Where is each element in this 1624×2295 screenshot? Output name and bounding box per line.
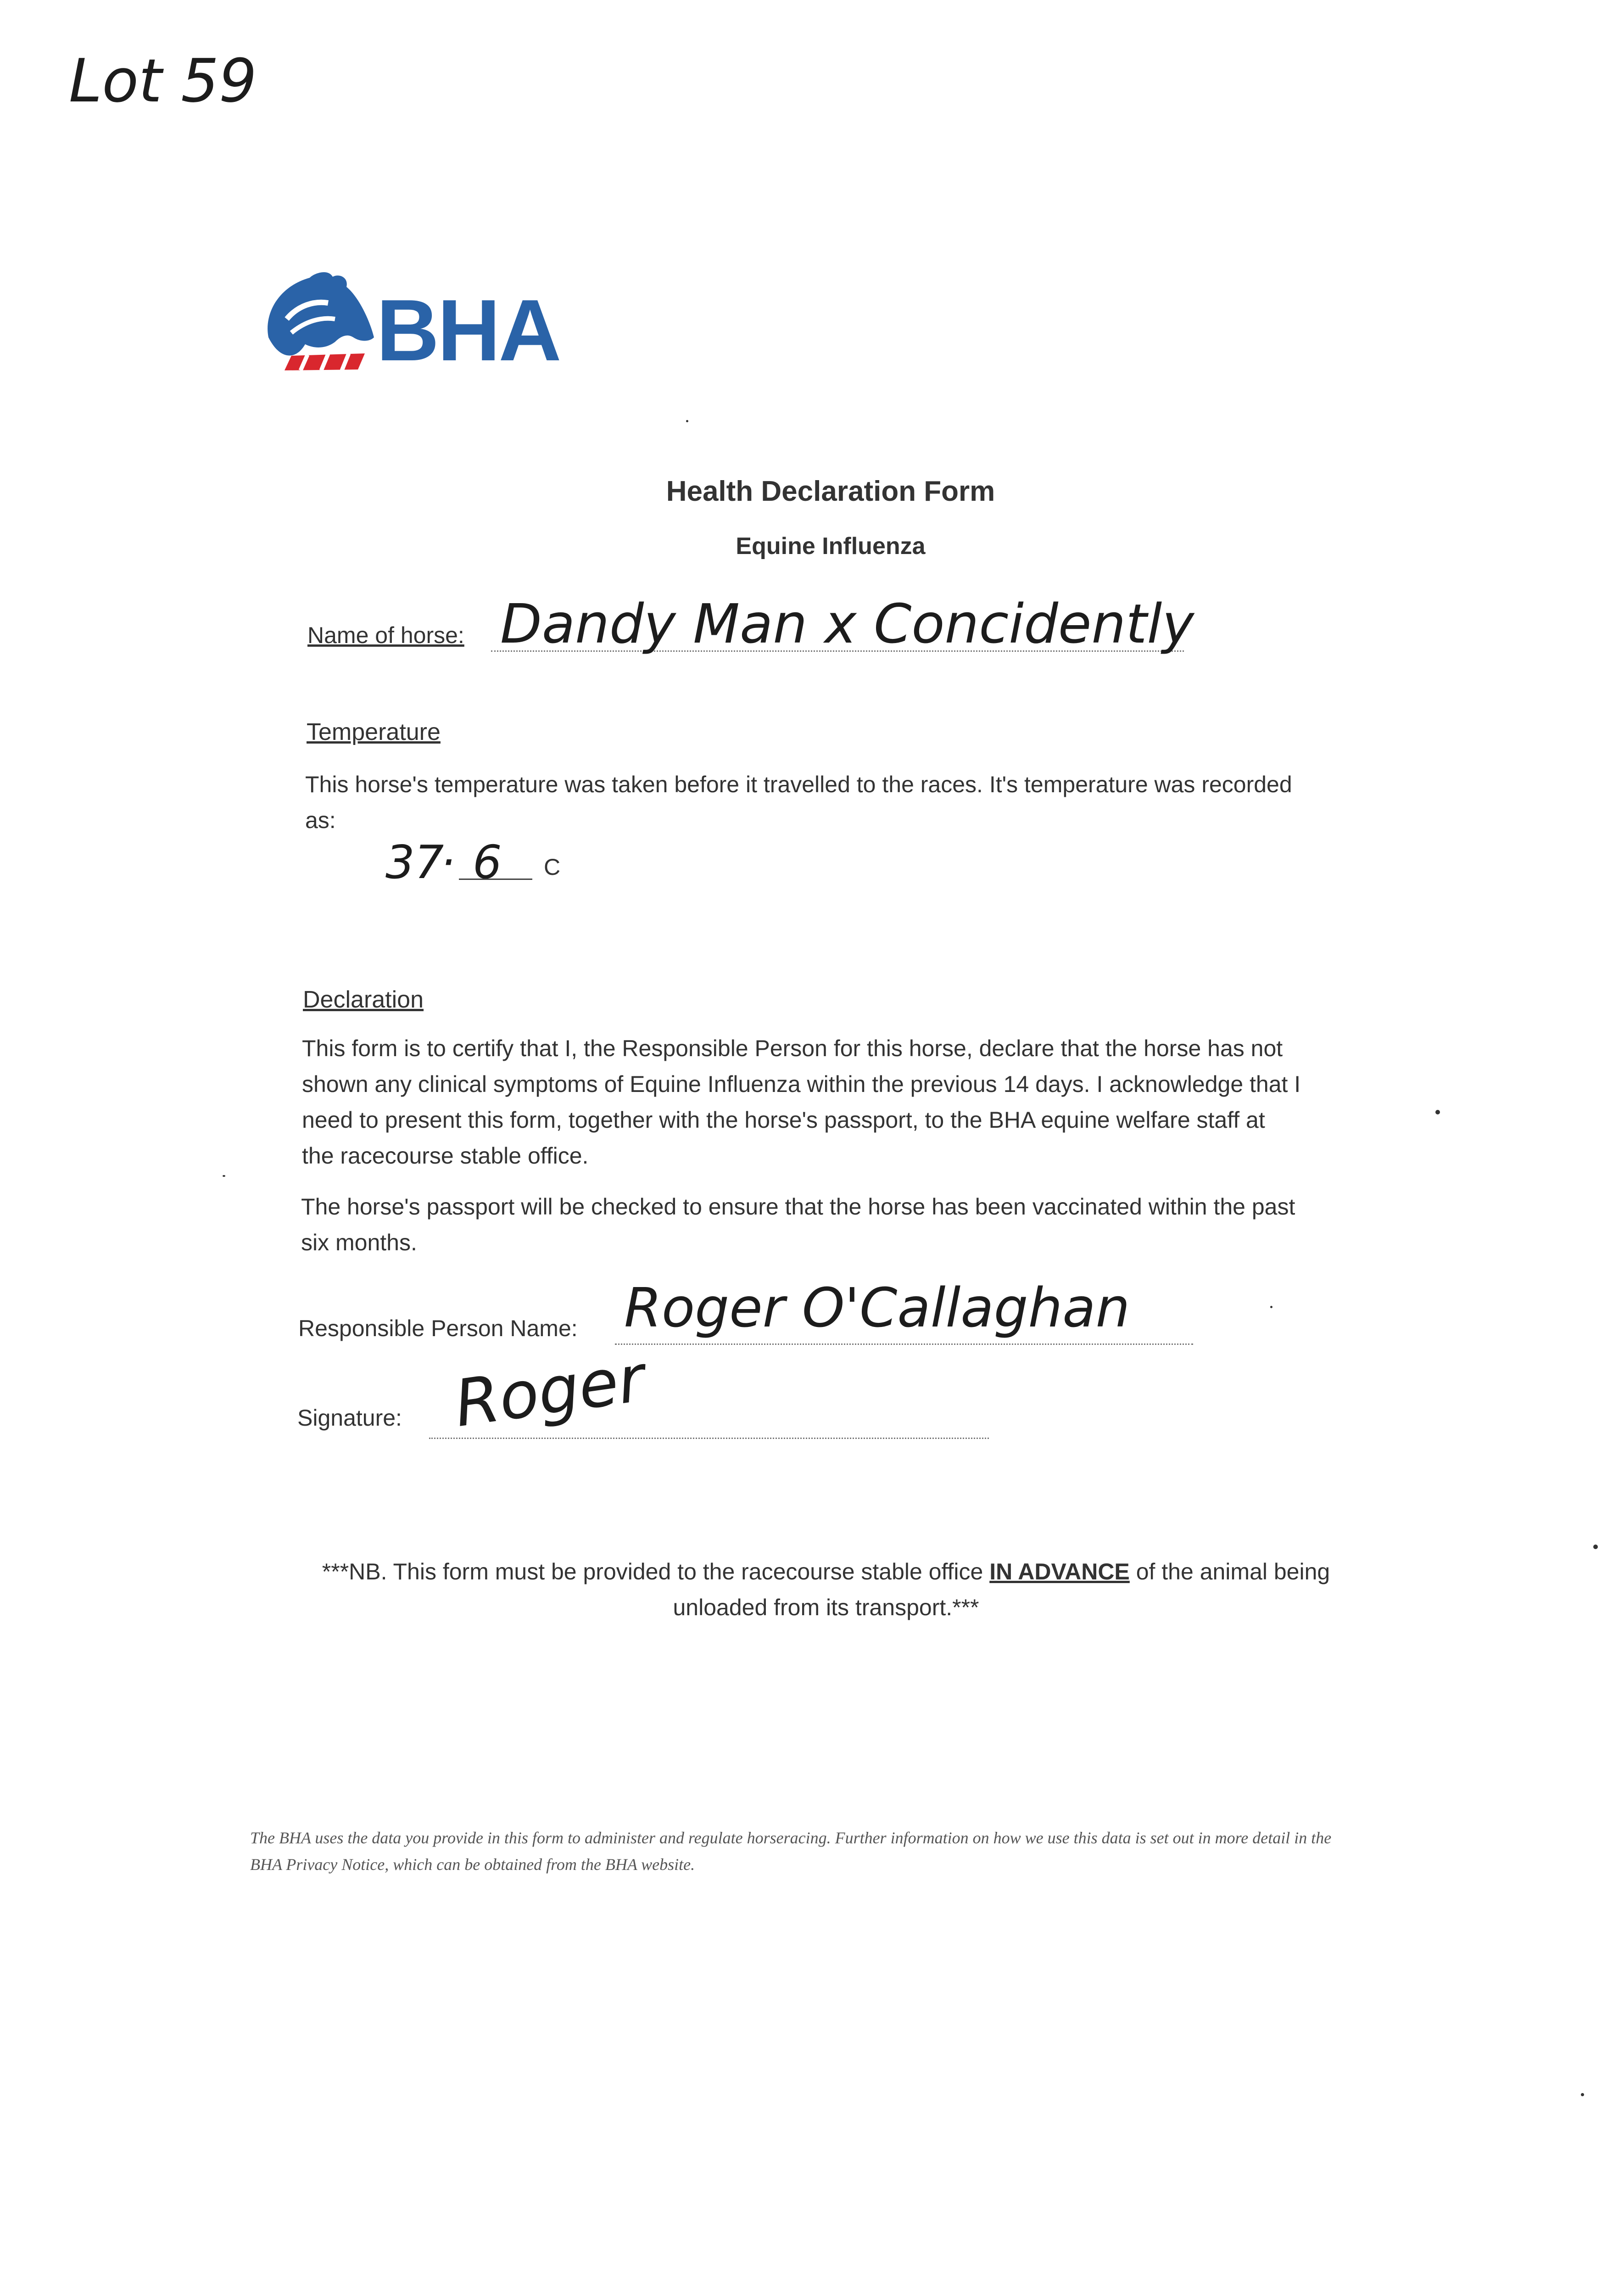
temperature-reading xyxy=(385,835,578,890)
scan-speck xyxy=(686,420,688,422)
bha-logo-text: BHA xyxy=(376,282,560,379)
bha-logo xyxy=(259,269,560,379)
notice-suffix: of the animal being unloaded from its transport.*** xyxy=(673,1559,1330,1620)
declaration-paragraph-1: This form is to certify that I, the Responsible Person for this horse, declare that the horse has not shown any clinical symptoms of Equine Influenza within the previous 14 days. I acknowledge that I need to present this form, together with the horse's passport, to the BHA equine welfare staff at the racecourse stable office. xyxy=(302,1036,1301,1169)
temperature-underline xyxy=(459,878,532,880)
scan-speck xyxy=(1270,1306,1272,1308)
notice-emphasis: IN ADVANCE xyxy=(989,1559,1130,1584)
declaration-heading: Declaration xyxy=(303,986,424,1013)
temperature-integer: 37 xyxy=(385,835,444,889)
signature-value: Roger xyxy=(450,1341,649,1442)
temperature-heading: Temperature xyxy=(307,719,441,745)
temperature-decimal-point: · xyxy=(441,835,455,889)
responsible-person-line xyxy=(615,1343,1193,1345)
horse-head-icon xyxy=(259,269,379,379)
horse-name-label: Name of horse: xyxy=(307,622,464,648)
scan-speck xyxy=(1593,1545,1598,1549)
advance-notice xyxy=(298,1554,1354,1625)
temperature-unit: C xyxy=(544,854,561,880)
scan-speck xyxy=(1581,2093,1584,2096)
temperature-text: This horse's temperature was taken before it travelled to the races. It's temperature was recorded as: xyxy=(305,772,1292,833)
signature-label: Signature: xyxy=(297,1405,402,1431)
horse-name-value: Dandy Man x Concidently xyxy=(500,592,1194,655)
declaration-paragraph-2: The horse's passport will be checked to ensure that the horse has been vaccinated within the past six months. xyxy=(301,1194,1295,1255)
signature-line xyxy=(429,1437,989,1439)
temperature-decimal: 6 xyxy=(473,835,502,889)
form-title: Health Declaration Form xyxy=(666,476,995,507)
scan-speck xyxy=(1435,1110,1440,1114)
responsible-person-value: Roger O'Callaghan xyxy=(624,1276,1130,1339)
responsible-person-label: Responsible Person Name: xyxy=(298,1315,578,1341)
notice-prefix: ***NB. This form must be provided to the racecourse stable office xyxy=(322,1559,983,1584)
form-subtitle: Equine Influenza xyxy=(736,533,926,560)
privacy-footer: The BHA uses the data you provide in this form to administer and regulate horseracing. Further information on how we use this data is set out in more detail in the BHA Privacy Notice, which can be obtained from the BHA website. xyxy=(250,1829,1332,1874)
scan-speck xyxy=(223,1175,225,1177)
lot-number-note: Lot 59 xyxy=(69,46,257,116)
